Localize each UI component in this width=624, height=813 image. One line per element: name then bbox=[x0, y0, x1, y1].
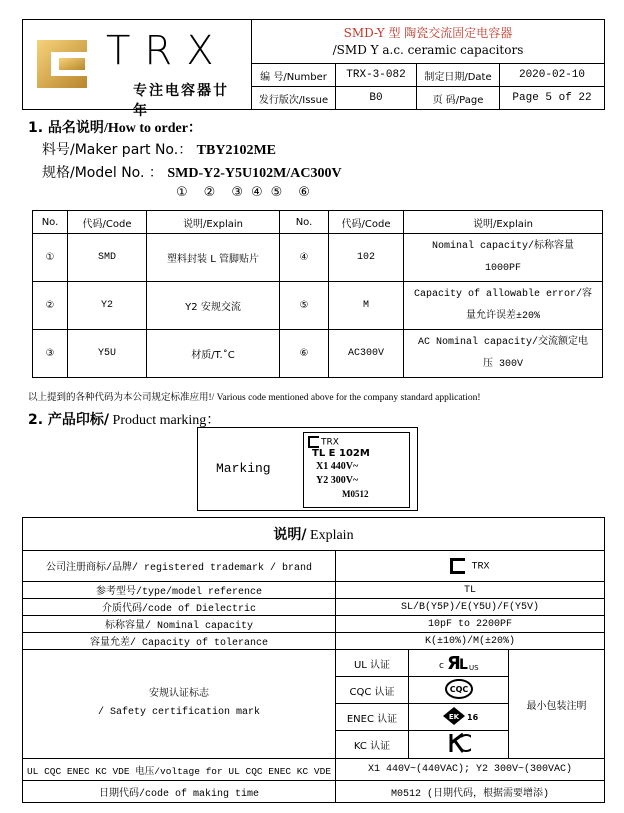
brand-text: TRX bbox=[106, 28, 228, 74]
row-code-2: AC300V bbox=[329, 330, 404, 378]
row-explain: 材质/T.˚C bbox=[147, 330, 280, 378]
marking-box bbox=[197, 427, 418, 511]
table-row bbox=[23, 781, 605, 803]
marker-5: ⑤ bbox=[270, 185, 283, 200]
row-value: SL/B(Y5P)/E(Y5U)/F(Y5V) bbox=[336, 599, 605, 616]
table-row bbox=[23, 759, 605, 781]
explain-table bbox=[22, 517, 605, 803]
issue-label: 发行版次/Issue bbox=[252, 87, 336, 110]
table-row bbox=[33, 234, 603, 282]
row-code: SMD bbox=[68, 234, 147, 282]
row-no: ③ bbox=[33, 330, 68, 378]
row-explain-2: AC Nominal capacity/交流额定电 压 300V bbox=[404, 330, 603, 378]
svg-text:EK: EK bbox=[448, 712, 459, 721]
marker-4: ④ bbox=[250, 185, 263, 200]
row-no-2: ④ bbox=[280, 234, 329, 282]
svg-text:c: c bbox=[438, 660, 444, 671]
safety-label: 安规认证标志 / Safety certification mark bbox=[23, 650, 336, 759]
page-label: 页 码/Page bbox=[417, 87, 500, 110]
marking-line-1: TRX bbox=[308, 436, 339, 448]
row-label: 标称容量/ Nominal capacity bbox=[23, 616, 336, 633]
marking-line-5: M0512 bbox=[342, 489, 369, 499]
cert-name: UL 认证 bbox=[336, 650, 409, 677]
row-label: 参考型号/type/model reference bbox=[23, 582, 336, 599]
cert-name: CQC 认证 bbox=[336, 677, 409, 704]
section1-heading-cn: 1. 品名说明 bbox=[28, 120, 104, 136]
issue-value: B0 bbox=[336, 87, 417, 110]
row-value: 10pF to 2200PF bbox=[336, 616, 605, 633]
page-value: Page 5 of 22 bbox=[500, 87, 605, 110]
trx-logo bbox=[31, 28, 241, 119]
marker-3: ③ bbox=[231, 185, 243, 200]
marking-line-2: TL E 102M bbox=[312, 448, 370, 459]
row-value: TL bbox=[336, 582, 605, 599]
table-row bbox=[33, 330, 603, 378]
svg-text:16: 16 bbox=[466, 712, 478, 722]
row-no: ① bbox=[33, 234, 68, 282]
date-label: 制定日期/Date bbox=[417, 64, 500, 87]
title-en: /SMD Y a.c. ceramic capacitors bbox=[332, 42, 524, 57]
row-label: 容量允差/ Capacity of tolerance bbox=[23, 633, 336, 650]
row-code: Y2 bbox=[68, 282, 147, 330]
row-explain-2: Nominal capacity/标称容量 1000PF bbox=[404, 234, 603, 282]
trx-small-logo-icon bbox=[308, 436, 319, 448]
row-explain: 塑料封装 L 管脚贴片 bbox=[147, 234, 280, 282]
marker-6: ⑥ bbox=[298, 185, 310, 200]
row-label: 公司注册商标/品牌/ registered trademark / brand bbox=[23, 551, 336, 582]
table-row bbox=[23, 633, 605, 650]
explain-title: 说明/ Explain bbox=[23, 518, 605, 551]
code-table bbox=[32, 210, 603, 378]
row-value: K(±10%)/M(±20%) bbox=[336, 633, 605, 650]
model-value: SMD-Y2-Y5U102M/AC300V bbox=[167, 166, 342, 181]
col-code: 代码/Code bbox=[68, 211, 147, 234]
row-explain: Y2 安规交流 bbox=[147, 282, 280, 330]
voltage-value: X1 440V~(440VAC); Y2 300V~(300VAC) bbox=[336, 759, 605, 781]
logo-cell bbox=[23, 20, 252, 119]
marking-sample bbox=[303, 432, 410, 508]
row-label: 介质代码/code of Dielectric bbox=[23, 599, 336, 616]
code-note: 以上提到的各种代码为本公司规定标准应用!/ Various code mentioned above for the company standard application! bbox=[28, 393, 481, 403]
col-no: No. bbox=[33, 211, 68, 234]
model-markers bbox=[176, 185, 310, 200]
col-code-2: 代码/Code bbox=[329, 211, 404, 234]
date-code-value: M0512 (日期代码，根据需要增添) bbox=[336, 781, 605, 803]
cqc-mark-icon bbox=[409, 677, 509, 704]
section1-heading bbox=[28, 117, 202, 137]
section1-heading-en: /How to order： bbox=[103, 121, 202, 136]
title-cn: SMD-Y 型 陶瓷交流固定电容器 bbox=[343, 25, 513, 40]
cert-note: 最小包装注明 bbox=[509, 650, 605, 759]
section2-heading-cn: 2. 产品印标/ bbox=[28, 412, 110, 428]
maker-value: TBY2102ME bbox=[196, 143, 277, 158]
cert-name: KC 认证 bbox=[336, 731, 409, 759]
date-value: 2020-02-10 bbox=[500, 64, 605, 87]
number-value: TRX-3-082 bbox=[336, 64, 417, 87]
row-code-2: 102 bbox=[329, 234, 404, 282]
svg-text:L: L bbox=[458, 656, 468, 673]
row-value: TRX bbox=[336, 551, 605, 582]
marking-line-4: Y2 300V~ bbox=[316, 475, 359, 486]
table-row bbox=[33, 282, 603, 330]
table-row bbox=[23, 582, 605, 599]
number-label: 编 号/Number bbox=[252, 64, 336, 87]
row-no-2: ⑥ bbox=[280, 330, 329, 378]
trx-brand-icon bbox=[450, 558, 465, 574]
enec-mark-icon bbox=[409, 704, 509, 731]
svg-text:US: US bbox=[468, 663, 479, 672]
marker-1: ① bbox=[176, 185, 188, 200]
model-line bbox=[42, 162, 342, 182]
marking-label: Marking bbox=[216, 461, 271, 476]
row-no: ② bbox=[33, 282, 68, 330]
maker-label: 料号/Maker part No.： bbox=[42, 142, 193, 158]
document-header bbox=[22, 19, 605, 119]
col-no-2: No. bbox=[280, 211, 329, 234]
maker-line bbox=[42, 139, 276, 159]
kc-mark-icon bbox=[409, 731, 509, 759]
section2-heading bbox=[28, 409, 220, 429]
cert-row bbox=[23, 650, 605, 677]
svg-text:CQC: CQC bbox=[449, 684, 468, 694]
row-no-2: ⑤ bbox=[280, 282, 329, 330]
row-code: Y5U bbox=[68, 330, 147, 378]
voltage-label: UL CQC ENEC KC VDE 电压/voltage for UL CQC ENEC KC VDE bbox=[23, 759, 336, 781]
date-code-label: 日期代码/code of making time bbox=[23, 781, 336, 803]
marking-line-3: X1 440V~ bbox=[316, 461, 359, 472]
table-row bbox=[23, 599, 605, 616]
ul-mark-icon bbox=[409, 650, 509, 677]
col-explain: 说明/Explain bbox=[147, 211, 280, 234]
trx-logo-icon bbox=[31, 34, 93, 94]
section2-heading-en: Product marking： bbox=[109, 413, 221, 428]
row-explain-2: Capacity of allowable error/容 量允许误差±20% bbox=[404, 282, 603, 330]
company-slogan: 专注电容器廿年 bbox=[133, 83, 229, 119]
table-row bbox=[23, 616, 605, 633]
cert-name: ENEC 认证 bbox=[336, 704, 409, 731]
table-row bbox=[23, 551, 605, 582]
svg-text:Я: Я bbox=[446, 652, 461, 673]
marker-2: ② bbox=[203, 185, 216, 200]
title-cell bbox=[252, 20, 605, 64]
row-code-2: M bbox=[329, 282, 404, 330]
col-explain-2: 说明/Explain bbox=[404, 211, 603, 234]
model-label: 规格/Model No. ： bbox=[42, 165, 163, 181]
